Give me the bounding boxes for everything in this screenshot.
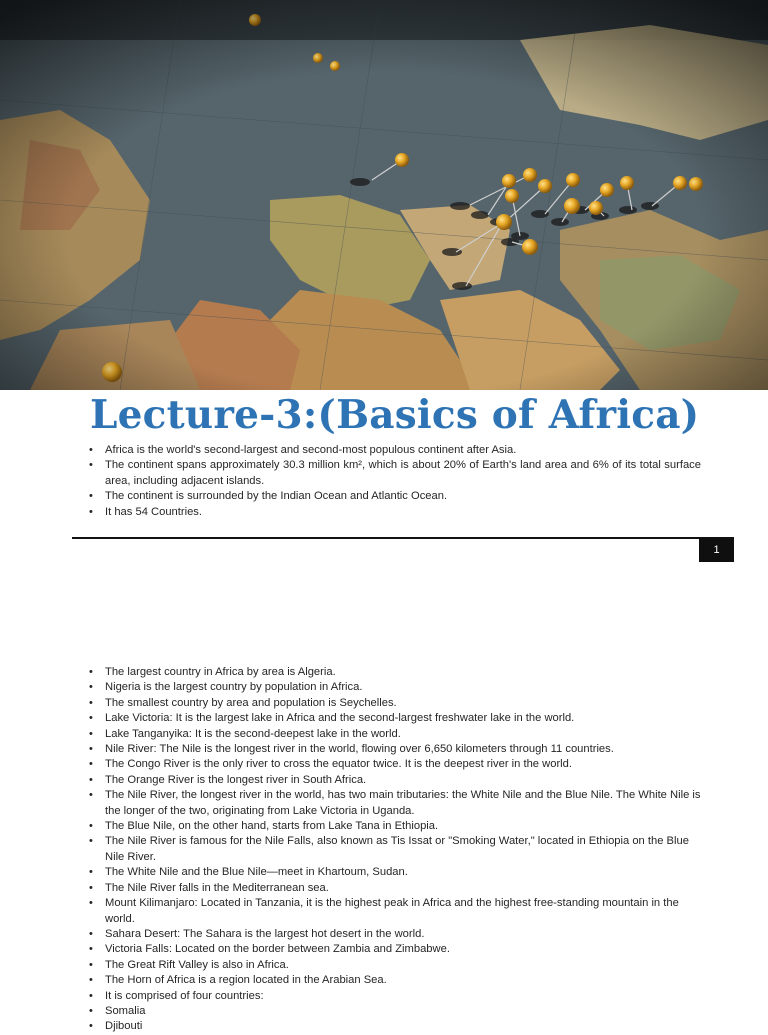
hero-map-image bbox=[0, 0, 768, 390]
list-item: • Mount Kilimanjaro: Located in Tanzania, it is the highest peak in Africa and the highest free-standing mountain in the world. bbox=[89, 896, 701, 927]
list-item: • The Horn of Africa is a region located in the Arabian Sea. bbox=[89, 973, 701, 988]
list-item: • The White Nile and the Blue Nile—meet in Khartoum, Sudan. bbox=[89, 865, 701, 880]
lecture-title: Lecture-3:(Basics of Africa) bbox=[90, 392, 700, 438]
list-item: • Lake Tanganyika: It is the second-deepest lake in the world. bbox=[89, 727, 701, 742]
list-item: • It has 54 Countries. bbox=[89, 505, 701, 520]
list-item: • The largest country in Africa by area is Algeria. bbox=[89, 665, 701, 680]
list-item: • It is comprised of four countries: bbox=[89, 989, 701, 1004]
map-illustration bbox=[0, 0, 768, 390]
footer-divider bbox=[72, 537, 734, 539]
facts-bullet-list bbox=[89, 665, 701, 1035]
list-item: • Victoria Falls: Located on the border between Zambia and Zimbabwe. bbox=[89, 942, 701, 957]
list-item: • The Orange River is the longest river in South Africa. bbox=[89, 773, 701, 788]
list-item: • Lake Victoria: It is the largest lake in Africa and the second-largest freshwater lake in the world. bbox=[89, 711, 701, 726]
list-item: • The Congo River is the only river to cross the equator twice. It is the deepest river in the world. bbox=[89, 757, 701, 772]
list-item: • Nile River: The Nile is the longest river in the world, flowing over 6,650 kilometers through 11 countries. bbox=[89, 742, 701, 757]
list-item: • The continent is surrounded by the Indian Ocean and Atlantic Ocean. bbox=[89, 489, 701, 504]
page-number-badge: 1 bbox=[699, 539, 734, 562]
list-item: • Sahara Desert: The Sahara is the largest hot desert in the world. bbox=[89, 927, 701, 942]
list-item: • Africa is the world's second-largest and second-most populous continent after Asia. bbox=[89, 443, 701, 458]
list-item: • Somalia bbox=[89, 1004, 701, 1019]
intro-bullet-list bbox=[89, 443, 701, 520]
list-item: • The Nile River is famous for the Nile Falls, also known as Tis Issat or "Smoking Water," located in Ethiopia on the Blue Nile River. bbox=[89, 834, 701, 865]
list-item: • The Nile River, the longest river in the world, has two main tributaries: the White Nile and the Blue Nile. The White Nile is the longer of the two, originating from Lake Victoria in Uganda. bbox=[89, 788, 701, 819]
list-item: • The Great Rift Valley is also in Africa. bbox=[89, 958, 701, 973]
list-item: • The Blue Nile, on the other hand, starts from Lake Tana in Ethiopia. bbox=[89, 819, 701, 834]
list-item: • The Nile River falls in the Mediterranean sea. bbox=[89, 881, 701, 896]
list-item: • The smallest country by area and population is Seychelles. bbox=[89, 696, 701, 711]
list-item: • Nigeria is the largest country by population in Africa. bbox=[89, 680, 701, 695]
list-item: • The continent spans approximately 30.3 million km², which is about 20% of Earth's land area and 6% of its total surface area, including adjacent islands. bbox=[89, 458, 701, 489]
list-item: • Djibouti bbox=[89, 1019, 701, 1034]
